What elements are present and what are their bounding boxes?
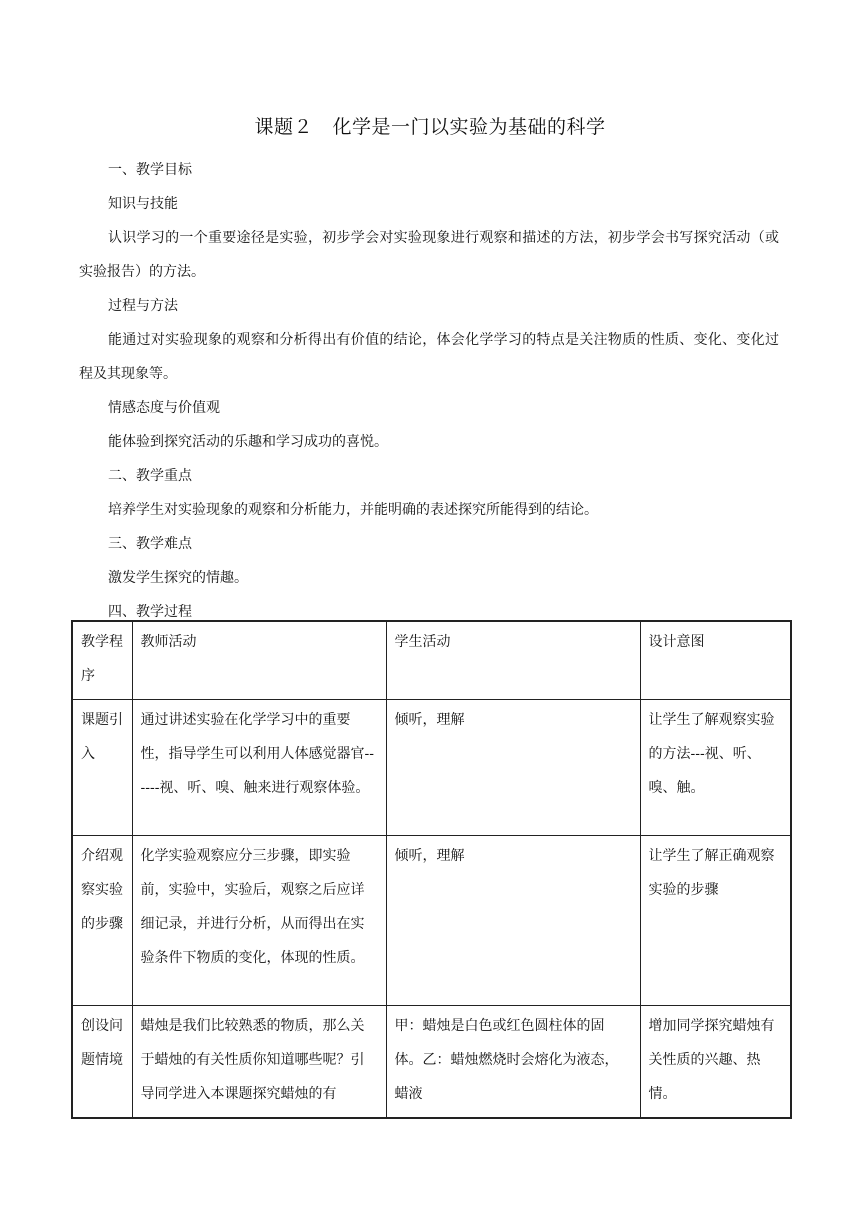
table-cell: 倾听，理解 bbox=[386, 836, 640, 1006]
difficulty-text: 激发学生探究的情趣。 bbox=[108, 570, 248, 586]
subheading-knowledge: 知识与技能 bbox=[108, 196, 178, 212]
table-cell: 倾听，理解 bbox=[386, 700, 640, 836]
subheading-process: 过程与方法 bbox=[108, 298, 178, 314]
section-heading-difficulty: 三、教学难点 bbox=[108, 536, 192, 552]
table-cell: 让学生了解观察实验的方法---视、听、嗅、触。 bbox=[640, 700, 791, 836]
table-cell: 甲：蜡烛是白色或红色圆柱体的固体。乙：蜡烛燃烧时会熔化为液态，蜡液 bbox=[386, 1006, 640, 1119]
table-header-row bbox=[72, 621, 791, 700]
header-cell-student: 学生活动 bbox=[386, 621, 640, 700]
table-cell: 介绍观察实验的步骤 bbox=[72, 836, 132, 1006]
table-cell: 蜡烛是我们比较熟悉的物质，那么关于蜡烛的有关性质你知道哪些呢？引导同学进入本课题探究蜡烛的有 bbox=[132, 1006, 386, 1119]
table-cell: 增加同学探究蜡烛有关性质的兴趣、热情。 bbox=[640, 1006, 791, 1119]
page-title: 课题２ 化学是一门以实验为基础的科学 bbox=[254, 116, 606, 138]
header-cell-teacher: 教师活动 bbox=[132, 621, 386, 700]
header-cell-intent: 设计意图 bbox=[640, 621, 791, 700]
table-cell: 通过讲述实验在化学学习中的重要性，指导学生可以利用人体感觉器官------视、听、嗅、触来进行观察体验。 bbox=[132, 700, 386, 836]
attitude-text: 能体验到探究活动的乐趣和学习成功的喜悦。 bbox=[108, 434, 388, 450]
knowledge-text: 认识学习的一个重要途径是实验，初步学会对实验现象进行观察和描述的方法，初步学会书写探究活动（或实验报告）的方法。 bbox=[79, 230, 779, 280]
header-cell-stage: 教学程序 bbox=[72, 621, 132, 700]
table-cell: 创设问题情境 bbox=[72, 1006, 132, 1119]
table-cell: 课题引入 bbox=[72, 700, 132, 836]
table-cell: 化学实验观察应分三步骤，即实验前，实验中，实验后，观察之后应详细记录，并进行分析，从而得出在实验条件下物质的变化，体现的性质。 bbox=[132, 836, 386, 1006]
key-text: 培养学生对实验现象的观察和分析能力，并能明确的表述探究所能得到的结论。 bbox=[108, 502, 598, 518]
subheading-attitude: 情感态度与价值观 bbox=[108, 400, 220, 416]
section-heading-procedure: 四、教学过程 bbox=[108, 604, 192, 620]
process-text: 能通过对实验现象的观察和分析得出有价值的结论，体会化学学习的特点是关注物质的性质、变化、变化过程及其现象等。 bbox=[79, 332, 779, 382]
table-row bbox=[72, 700, 791, 836]
table-row bbox=[72, 836, 791, 1006]
table-cell: 让学生了解正确观察实验的步骤 bbox=[640, 836, 791, 1006]
section-heading-key: 二、教学重点 bbox=[108, 468, 192, 484]
teaching-process-table bbox=[71, 620, 792, 1119]
table-row bbox=[72, 1006, 791, 1119]
section-heading-goals: 一、教学目标 bbox=[108, 162, 192, 178]
